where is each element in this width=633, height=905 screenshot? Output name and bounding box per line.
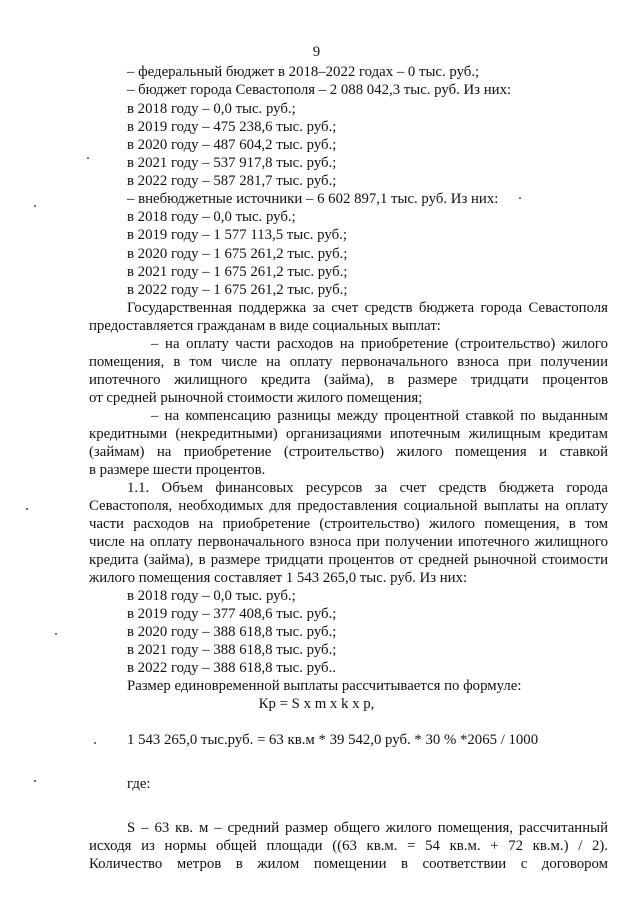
definition-line: S – 63 кв. м – средний размер общего жилого помещения, рассчитанный (127, 820, 608, 836)
formula: Кр = S х m х k х p, (258, 696, 375, 712)
scan-speck (519, 197, 521, 199)
text-line: в 2020 году – 487 604,2 тыс. руб.; (127, 137, 337, 153)
text-line: в 2018 году – 0,0 тыс. руб.; (127, 588, 296, 604)
formula-intro: Размер единовременной выплаты рассчитывается по формуле: (127, 678, 522, 694)
section-1-1-line: жилого помещения составляет 1 543 265,0 тыс. руб. Из них: (89, 570, 468, 586)
text-line: в 2020 году – 1 675 261,2 тыс. руб.; (127, 246, 348, 262)
definition-line: исходя из нормы общей площади ((63 кв.м. = 54 кв.м. + 72 кв.м.) / 2). (89, 838, 608, 854)
text-line: в 2021 году – 537 917,8 тыс. руб.; (127, 155, 337, 171)
text-line: в 2021 году – 1 675 261,2 тыс. руб.; (127, 264, 348, 280)
section-1-1-line: числе на оплату первоначального взноса при получении ипотечного жилищного (89, 534, 608, 550)
formula-calculation: 1 543 265,0 тыс.руб. = 63 кв.м * 39 542,0 руб. * 30 % *2065 / 1000 (127, 732, 539, 748)
text-line: – внебюджетные источники – 6 602 897,1 тыс. руб. Из них: (127, 191, 499, 207)
section-1-1-line: Севастополя, необходимых для предоставления социальной выплаты на оплату (89, 498, 608, 514)
scan-speck (87, 157, 89, 159)
text-line: в 2022 году – 587 281,7 тыс. руб.; (127, 173, 337, 189)
paragraph-line: – на оплату части расходов на приобретение (строительство) жилого (151, 336, 608, 352)
scan-speck (94, 742, 96, 744)
where-label: где: (127, 776, 151, 792)
scan-speck (34, 205, 36, 207)
text-line: – федеральный бюджет в 2018–2022 годах – 0 тыс. руб.; (127, 64, 480, 80)
paragraph-line: ипотечного жилищного кредита (займа), в размере тридцати процентов (89, 372, 608, 388)
paragraph-line: Государственная поддержка за счет средств бюджета города Севастополя (127, 300, 608, 316)
section-1-1-line: части расходов на приобретение (строительство) жилого помещения, в том (89, 516, 608, 532)
paragraph-line: – на компенсацию разницы между процентной ставкой по выданным (151, 408, 608, 424)
text-line: в 2019 году – 1 577 113,5 тыс. руб.; (127, 227, 347, 243)
text-line: в 2018 году – 0,0 тыс. руб.; (127, 209, 296, 225)
paragraph-line: предоставляется гражданам в виде социальных выплат: (89, 318, 441, 334)
paragraph-line: от средней рыночной стоимости жилого помещения; (89, 390, 423, 406)
paragraph-line: (займам) на приобретение (строительство) жилого помещения и ставкой (89, 444, 608, 460)
text-line: в 2022 году – 388 618,8 тыс. руб.. (127, 660, 336, 676)
scan-speck (55, 633, 57, 635)
text-line: – бюджет города Севастополя – 2 088 042,3 тыс. руб. Из них: (127, 82, 512, 98)
text-line: в 2019 году – 475 238,6 тыс. руб.; (127, 119, 337, 135)
scan-speck (26, 508, 28, 510)
section-1-1-line: 1.1. Объем финансовых ресурсов за счет средств бюджета города (127, 480, 608, 496)
text-line: в 2021 году – 388 618,8 тыс. руб.; (127, 642, 337, 658)
text-line: в 2019 году – 377 408,6 тыс. руб.; (127, 606, 337, 622)
text-line: в 2018 году – 0,0 тыс. руб.; (127, 101, 296, 117)
section-1-1-line: кредита (займа), в размере тридцати процентов от средней рыночной стоимости (89, 552, 608, 568)
paragraph-line: в размере шести процентов. (89, 462, 266, 478)
text-line: в 2022 году – 1 675 261,2 тыс. руб.; (127, 282, 348, 298)
paragraph-line: помещения, в том числе на оплату первоначального взноса при получении (89, 354, 608, 370)
scan-speck (34, 780, 36, 782)
page-number: 9 (312, 44, 321, 60)
definition-line: Количество метров в жилом помещении в соответствии с договором (89, 856, 608, 872)
paragraph-line: кредитными (некредитными) организациями ипотечным жилищным кредитам (89, 426, 608, 442)
text-line: в 2020 году – 388 618,8 тыс. руб.; (127, 624, 337, 640)
